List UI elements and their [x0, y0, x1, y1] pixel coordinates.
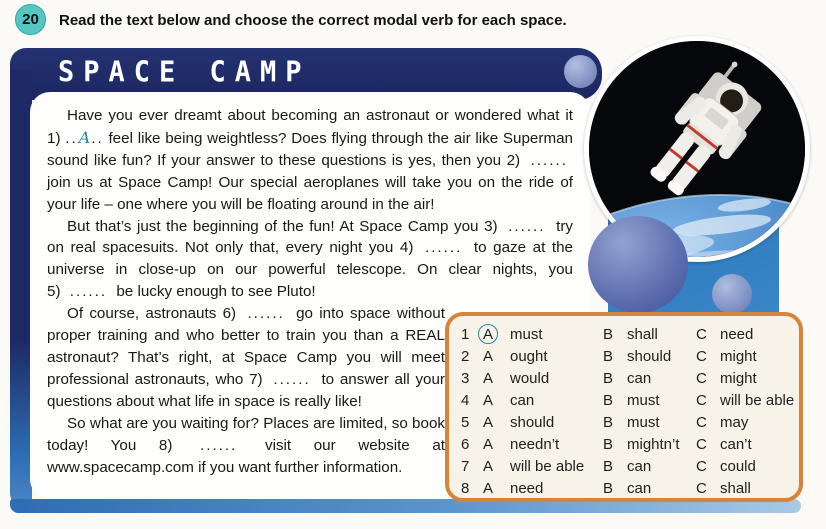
answer-row-4	[461, 389, 793, 411]
question-number: 8	[461, 479, 470, 497]
option-letter-c[interactable]: C	[696, 435, 707, 453]
option-letter-b[interactable]: B	[603, 325, 614, 343]
exercise-instruction: Read the text below and choose the correct modal verb for each space.	[59, 12, 567, 29]
question-number: 3	[461, 369, 470, 387]
option-text-a[interactable]: ought	[510, 347, 548, 365]
question-number: 2	[461, 347, 470, 365]
option-letter-b[interactable]: B	[603, 347, 614, 365]
option-text-b[interactable]: shall	[627, 325, 658, 343]
option-text-b[interactable]: should	[627, 347, 672, 365]
option-text-c[interactable]: shall	[720, 479, 751, 497]
gap-2[interactable]: 2) ......	[506, 151, 573, 169]
option-text-a[interactable]: can	[510, 391, 535, 409]
option-text-c[interactable]: will be able	[720, 391, 795, 409]
option-text-a[interactable]: will be able	[510, 457, 585, 475]
option-text-a[interactable]: needn’t	[510, 435, 560, 453]
option-letter-a[interactable]: A	[483, 479, 494, 497]
paragraph: Have you ever dreamt about becoming an astronaut or wondered what it 1) ..A.. feel like being weightless? Does flying through the air like Superman sound like fun? If your answer to these questions is yes, then you 2) ...... join us at Space Camp! Our special aeroplanes will take you on the ride of your life – one where you will be floating around in the air!	[47, 107, 573, 213]
option-text-b[interactable]: can	[627, 479, 652, 497]
option-letter-a[interactable]: A	[483, 457, 494, 475]
question-number: 5	[461, 413, 470, 431]
option-text-c[interactable]: can’t	[720, 435, 752, 453]
option-letter-b[interactable]: B	[603, 391, 614, 409]
gap-3[interactable]: 3) ......	[484, 217, 551, 235]
gap-6[interactable]: 6) ......	[222, 305, 290, 323]
option-letter-a[interactable]: A	[483, 347, 494, 365]
planet-sphere-banner	[564, 55, 597, 88]
option-letter-b[interactable]: B	[603, 413, 614, 431]
paragraph: But that’s just the beginning of the fun! At Space Camp you 3) ...... try on real spacesuits. Not only that, every night you 4) ...... to gaze at the universe in close-up on our powerful telescope. On clear nights, you 5) ...... be lucky enough to see Pluto!	[47, 217, 574, 301]
answer-options-table	[445, 312, 803, 502]
paragraph: Of course, astronauts 6) ...... go into space without proper training and who better to train you than a REAL astronaut? That’s right, at Space Camp you will meet professional astronauts, who 7) ...... to answer all your questions about what life in space is really like!	[47, 305, 445, 410]
option-text-c[interactable]: might	[720, 369, 757, 387]
option-letter-a[interactable]	[483, 324, 510, 344]
option-letter-b[interactable]: B	[603, 435, 614, 453]
answer-row-8	[461, 477, 793, 499]
option-text-a[interactable]: need	[510, 479, 544, 497]
gap-answer: A	[78, 127, 91, 147]
question-number: 7	[461, 457, 470, 475]
planet-sphere-small	[712, 274, 752, 314]
option-letter-b[interactable]: B	[603, 369, 614, 387]
answer-row-2	[461, 345, 793, 367]
answer-row-5	[461, 411, 793, 433]
answer-row-1	[461, 323, 793, 345]
paragraph: So what are you waiting for? Places are limited, so book today! You 8) ...... visit our website at www.spacecamp.com if you want further information.	[47, 414, 445, 476]
option-letter-a[interactable]: A	[483, 435, 494, 453]
option-text-c[interactable]: need	[720, 325, 754, 343]
option-text-a[interactable]: should	[510, 413, 555, 431]
gap-4[interactable]: 4) ......	[399, 239, 468, 257]
question-number: 1	[461, 325, 470, 343]
option-letter-c[interactable]: C	[696, 413, 707, 431]
question-number: 4	[461, 391, 470, 409]
option-letter-a[interactable]: A	[483, 391, 494, 409]
option-letter-c[interactable]: C	[696, 347, 707, 365]
option-text-c[interactable]: could	[720, 457, 756, 475]
answer-row-3	[461, 367, 793, 389]
option-letter-c[interactable]: C	[696, 457, 707, 475]
exercise-number: 20	[22, 11, 39, 28]
gap-1[interactable]: 1) ..A..	[47, 127, 104, 147]
planet-sphere-big	[588, 216, 688, 313]
selected-answer-circle: A	[478, 324, 498, 344]
option-letter-c[interactable]: C	[696, 369, 707, 387]
option-text-b[interactable]: must	[627, 391, 660, 409]
option-text-b[interactable]: mightn’t	[627, 435, 680, 453]
option-letter-a[interactable]: A	[483, 369, 494, 387]
option-letter-c[interactable]: C	[696, 325, 707, 343]
exercise-number-badge	[15, 4, 46, 35]
answer-row-6	[461, 433, 793, 455]
option-letter-c[interactable]: C	[696, 391, 707, 409]
option-text-b[interactable]: can	[627, 369, 652, 387]
gap-7[interactable]: 7) ......	[249, 370, 316, 388]
gap-5[interactable]: 5) ......	[47, 283, 113, 301]
option-text-a[interactable]: must	[510, 325, 543, 343]
option-text-b[interactable]: must	[627, 413, 660, 431]
answer-row-7	[461, 455, 793, 477]
option-text-a[interactable]: would	[510, 369, 550, 387]
option-letter-c[interactable]: C	[696, 479, 707, 497]
card-left-border	[10, 70, 32, 507]
article-title: SPACE CAMP	[58, 56, 311, 89]
option-letter-b[interactable]: B	[603, 479, 614, 497]
gap-8[interactable]: 8) ......	[158, 436, 243, 454]
option-text-c[interactable]: might	[720, 347, 757, 365]
question-number: 6	[461, 435, 470, 453]
option-letter-b[interactable]: B	[603, 457, 614, 475]
option-text-c[interactable]: may	[720, 413, 749, 431]
option-text-b[interactable]: can	[627, 457, 652, 475]
option-letter-a[interactable]: A	[483, 413, 494, 431]
